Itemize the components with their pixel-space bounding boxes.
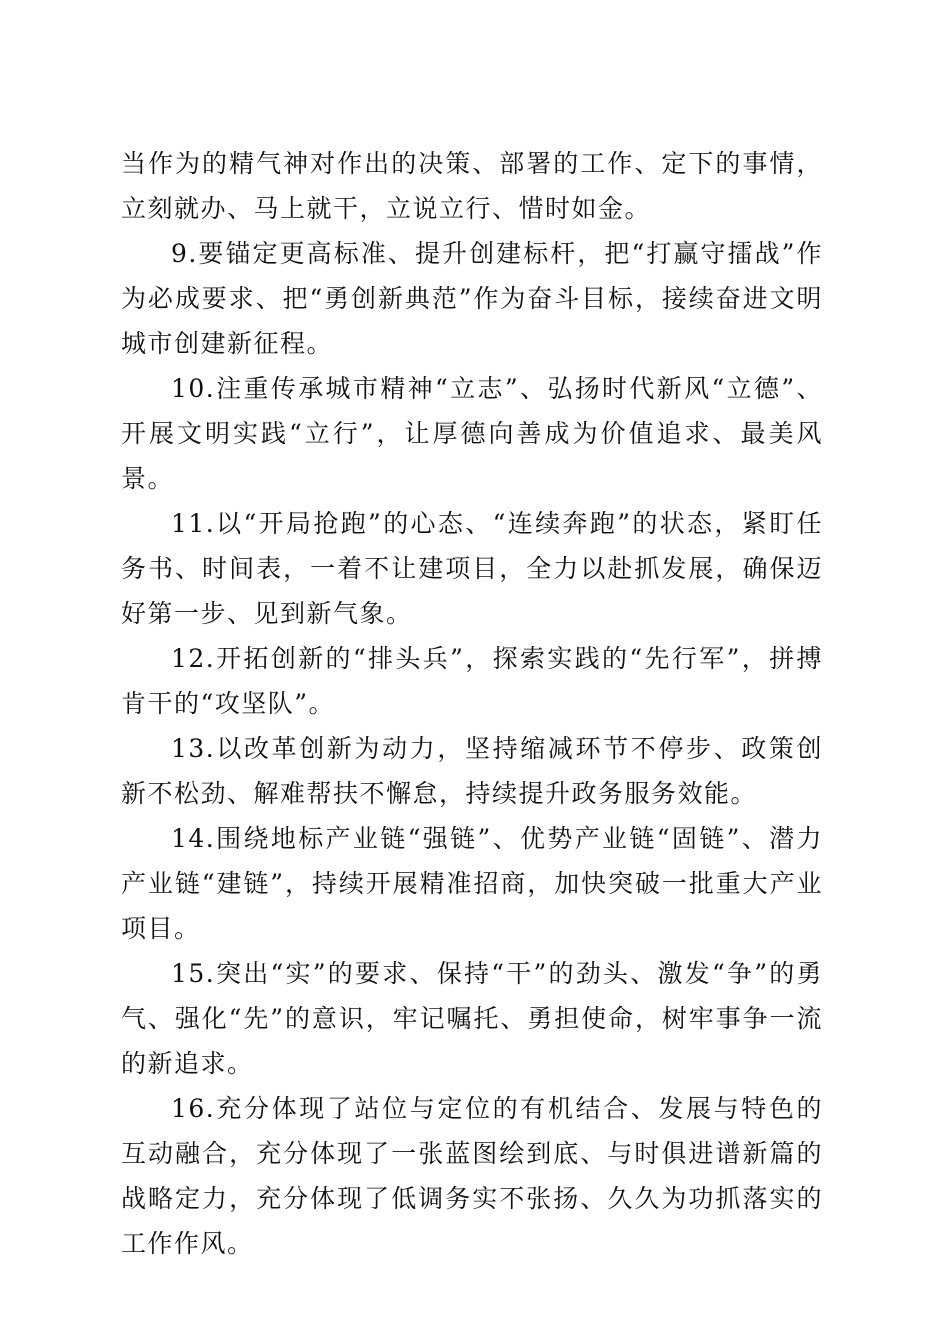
paragraph-continuation: 当作为的精气神对作出的决策、部署的工作、定下的事情，立刻就办、马上就干，立说立行、惜时如金。 <box>121 149 823 223</box>
document-body <box>121 141 823 1266</box>
paragraph-item-9: 9.要锚定更高标准、提升创建标杆，把“打赢守擂战”作为必成要求、把“勇创新典范”作为奋斗目标，接续奋进文明城市创建新征程。 <box>121 239 823 358</box>
paragraph-item-10: 10.注重传承城市精神“立志”、弘扬时代新风“立德”、开展文明实践“立行”，让厚德向善成为价值追求、最美风景。 <box>121 374 823 493</box>
paragraph-item-11: 11.以“开局抢跑”的心态、“连续奔跑”的状态，紧盯任务书、时间表，一着不让建项目，全力以赴抓发展，确保迈好第一步、见到新气象。 <box>121 509 823 628</box>
paragraph-item-16: 16.充分体现了站位与定位的有机结合、发展与特色的互动融合，充分体现了一张蓝图绘到底、与时俱进谱新篇的战略定力，充分体现了低调务实不张扬、久久为功抓落实的工作作风。 <box>121 1094 823 1258</box>
paragraph-item-15: 15.突出“实”的要求、保持“干”的劲头、激发“争”的勇气、强化“先”的意识，牢记嘱托、勇担使命，树牢事争一流的新追求。 <box>121 959 823 1078</box>
paragraph-item-12: 12.开拓创新的“排头兵”，探索实践的“先行军”，拼搏肯干的“攻坚队”。 <box>121 644 823 718</box>
paragraph-item-13: 13.以改革创新为动力，坚持缩减环节不停步、政策创新不松劲、解难帮扶不懈怠，持续提升政务服务效能。 <box>121 734 823 808</box>
paragraph-item-14: 14.围绕地标产业链“强链”、优势产业链“固链”、潜力产业链“建链”，持续开展精准招商，加快突破一批重大产业项目。 <box>121 824 823 943</box>
